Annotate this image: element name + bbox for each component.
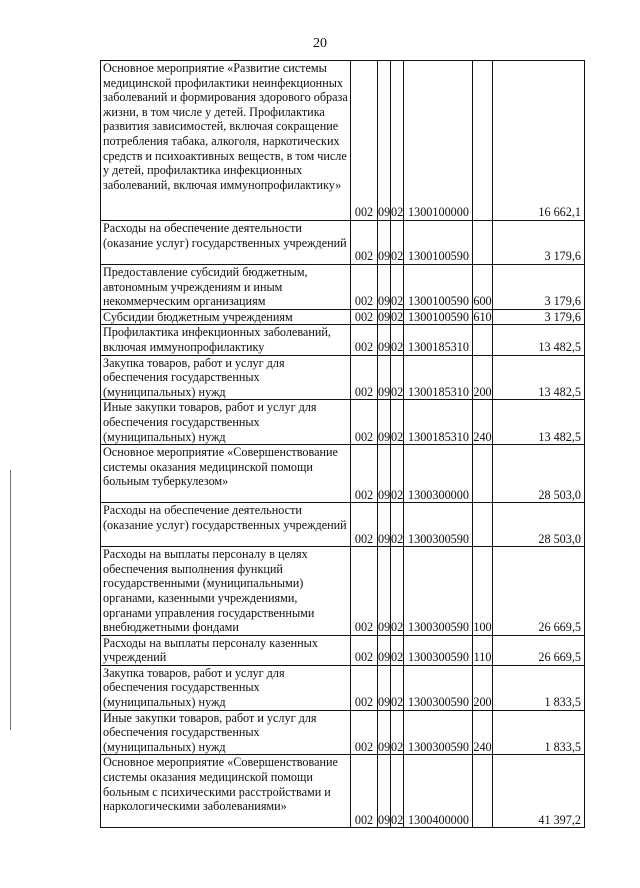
- expense-type-cell: 200: [473, 355, 493, 400]
- target-article-part: 00590: [438, 695, 469, 710]
- target-article-cell: [404, 755, 473, 828]
- target-article-code: [406, 695, 470, 710]
- table-row: [101, 221, 585, 265]
- target-article-part: 03: [426, 739, 439, 754]
- expense-type-cell: 100: [473, 547, 493, 636]
- target-article-part: 0: [420, 531, 427, 546]
- expense-name-cell: Основное мероприятие «Совершенствование системы оказания медицинской помощи больным с психическими расстройствами и наркологическими заболеваниями»: [101, 755, 351, 828]
- subsection-code-cell: 02: [391, 503, 404, 547]
- admin-code-cell: 002: [351, 710, 378, 755]
- section-code-cell: 09: [378, 665, 391, 710]
- target-article-cell: [404, 503, 473, 547]
- target-article-code: [406, 620, 470, 635]
- section-code-cell: 09: [378, 755, 391, 828]
- expense-type-cell: [473, 755, 493, 828]
- section-code-cell: 09: [378, 635, 391, 665]
- target-article-part: 01: [426, 205, 439, 220]
- target-article-part: 13: [408, 294, 421, 309]
- target-article-part: 0: [420, 812, 427, 827]
- admin-code-cell: 002: [351, 445, 378, 503]
- target-article-part: 13: [408, 487, 421, 502]
- target-article-cell: [404, 325, 473, 355]
- target-article-part: 0: [420, 695, 427, 710]
- admin-code-cell: 002: [351, 309, 378, 325]
- subsection-code-cell: 02: [391, 755, 404, 828]
- admin-code-cell: 002: [351, 503, 378, 547]
- table-row: [101, 309, 585, 325]
- target-article-part: 00000: [438, 812, 469, 827]
- target-article-part: 01: [426, 429, 439, 444]
- target-article-part: 00000: [438, 205, 469, 220]
- target-article-part: 0: [420, 487, 427, 502]
- target-article-part: 01: [426, 384, 439, 399]
- section-code-cell: 09: [378, 710, 391, 755]
- table-row: [101, 325, 585, 355]
- target-article-part: 0: [420, 384, 427, 399]
- expense-name-cell: Расходы на обеспечение деятельности (оказание услуг) государственных учреждений: [101, 503, 351, 547]
- target-article-cell: [404, 635, 473, 665]
- admin-code-cell: 002: [351, 635, 378, 665]
- subsection-code-cell: 02: [391, 445, 404, 503]
- target-article-code: [406, 310, 470, 325]
- expense-type-cell: [473, 221, 493, 265]
- target-article-part: 01: [426, 309, 439, 324]
- target-article-code: [406, 488, 470, 503]
- target-article-part: 13: [408, 384, 421, 399]
- target-article-part: 13: [408, 620, 421, 635]
- target-article-part: 0: [420, 739, 427, 754]
- target-article-part: 03: [426, 487, 439, 502]
- expense-name-cell: Основное мероприятие «Развитие системы медицинской профилактики неинфекционных заболеваний и формирования здорового образа жизни, в том числе у детей. Профилактика развития зависимостей, включая сокращение потребления табака, алкоголя, наркотических средств и психоактивных веществ, в том числе у детей, профилактика инфекционных заболеваний, включая иммунопрофилактику»: [101, 61, 351, 221]
- expense-name-cell: Предоставление субсидий бюджетным, автономным учреждениям и иным некоммерческим организациям: [101, 265, 351, 310]
- expense-name-cell: Расходы на обеспечение деятельности (оказание услуг) государственных учреждений: [101, 221, 351, 265]
- target-article-code: [406, 740, 470, 755]
- table-row: [101, 355, 585, 400]
- admin-code-cell: 002: [351, 665, 378, 710]
- admin-code-cell: 002: [351, 221, 378, 265]
- table-row: [101, 710, 585, 755]
- section-code-cell: 09: [378, 221, 391, 265]
- page-number: 20: [313, 36, 327, 51]
- expense-name-cell: Расходы на выплаты персоналу казенных учреждений: [101, 635, 351, 665]
- target-article-part: 13: [408, 739, 421, 754]
- target-article-part: 03: [426, 695, 439, 710]
- table-row: [101, 665, 585, 710]
- target-article-cell: [404, 710, 473, 755]
- expense-name-cell: Основное мероприятие «Совершенствование системы оказания медицинской помощи больным туберкулезом»: [101, 445, 351, 503]
- target-article-part: 0: [420, 249, 427, 264]
- expense-type-cell: [473, 61, 493, 221]
- table-row: [101, 755, 585, 828]
- target-article-part: 0: [420, 309, 427, 324]
- expense-name-cell: Закупка товаров, работ и услуг для обеспечения государственных (муниципальных) нужд: [101, 665, 351, 710]
- expense-name-cell: Профилактика инфекционных заболеваний, включая иммунопрофилактику: [101, 325, 351, 355]
- table-row: [101, 61, 585, 221]
- amount-cell: 1 833,5: [493, 710, 585, 755]
- target-article-cell: [404, 547, 473, 636]
- target-article-part: 00590: [438, 531, 469, 546]
- expense-type-cell: 200: [473, 665, 493, 710]
- subsection-code-cell: 02: [391, 309, 404, 324]
- table-row: [101, 503, 585, 547]
- amount-cell: 26 669,5: [493, 635, 585, 665]
- expense-name-cell: Иные закупки товаров, работ и услуг для обеспечения государственных (муниципальных) нужд: [101, 710, 351, 755]
- admin-code-cell: 002: [351, 755, 378, 828]
- target-article-code: [406, 650, 470, 665]
- target-article-part: 85310: [438, 339, 469, 354]
- expense-type-cell: [473, 503, 493, 547]
- target-article-part: 01: [426, 339, 439, 354]
- target-article-part: 13: [408, 695, 421, 710]
- target-article-part: 01: [426, 294, 439, 309]
- expense-name-cell: Субсидии бюджетным учреждениям: [101, 309, 351, 325]
- target-article-part: 00590: [438, 294, 469, 309]
- target-article-part: 0: [420, 650, 427, 665]
- target-article-part: 04: [426, 812, 439, 827]
- target-article-code: [406, 385, 470, 400]
- expense-type-cell: 610: [473, 309, 492, 324]
- section-code-cell: 09: [378, 503, 391, 547]
- target-article-part: 00590: [438, 309, 469, 324]
- target-article-code: [406, 205, 470, 220]
- target-article-cell: [404, 309, 473, 325]
- amount-cell: 41 397,2: [493, 755, 585, 828]
- amount-cell: 28 503,0: [493, 503, 585, 547]
- subsection-code-cell: 02: [391, 61, 404, 221]
- admin-code-cell: 002: [351, 325, 378, 355]
- target-article-cell: [404, 221, 473, 265]
- section-code-cell: 09: [378, 547, 391, 636]
- section-code-cell: 09: [378, 61, 391, 221]
- target-article-part: 13: [408, 205, 421, 220]
- target-article-part: 00590: [438, 739, 469, 754]
- amount-cell: 3 179,6: [493, 221, 585, 265]
- table-row: [101, 547, 585, 636]
- admin-code-cell: 002: [351, 547, 378, 636]
- admin-code-cell: 002: [351, 265, 378, 310]
- target-article-part: 00590: [438, 249, 469, 264]
- expense-type-cell: 240: [473, 710, 493, 755]
- target-article-cell: [404, 400, 473, 445]
- amount-cell: 13 482,5: [493, 325, 585, 355]
- amount-cell: 13 482,5: [493, 400, 585, 445]
- target-article-cell: [404, 61, 473, 221]
- subsection-code-cell: 02: [391, 665, 404, 710]
- subsection-code-cell: 02: [391, 221, 404, 265]
- target-article-part: 13: [408, 812, 421, 827]
- amount-cell: 3 179,6: [493, 265, 585, 310]
- target-article-part: 00590: [438, 650, 469, 665]
- target-article-code: [406, 532, 470, 547]
- target-article-cell: [404, 355, 473, 400]
- expense-type-cell: [473, 325, 493, 355]
- subsection-code-cell: 02: [391, 710, 404, 755]
- target-article-code: [406, 813, 470, 828]
- expense-type-cell: 240: [473, 400, 493, 445]
- target-article-cell: [404, 665, 473, 710]
- amount-cell: 3 179,6: [493, 309, 585, 325]
- target-article-part: 0: [420, 620, 427, 635]
- amount-cell: 16 662,1: [493, 61, 585, 221]
- target-article-part: 0: [420, 205, 427, 220]
- scan-margin-line: [10, 470, 11, 730]
- target-article-part: 0: [420, 339, 427, 354]
- target-article-part: 00590: [438, 620, 469, 635]
- budget-table: [100, 60, 585, 828]
- target-article-part: 13: [408, 309, 421, 324]
- expense-type-cell: 110: [473, 635, 493, 665]
- expense-type-cell: [473, 445, 493, 503]
- target-article-part: 85310: [438, 384, 469, 399]
- target-article-part: 00000: [438, 487, 469, 502]
- target-article-part: 13: [408, 249, 421, 264]
- amount-cell: 26 669,5: [493, 547, 585, 636]
- target-article-part: 0: [420, 429, 427, 444]
- target-article-part: 03: [426, 620, 439, 635]
- target-article-part: 13: [408, 531, 421, 546]
- subsection-code-cell: 02: [391, 635, 404, 665]
- target-article-code: [406, 294, 470, 309]
- expense-type-cell: 600: [473, 265, 493, 310]
- admin-code-cell: 002: [351, 355, 378, 400]
- expense-name-cell: Иные закупки товаров, работ и услуг для обеспечения государственных (муниципальных) нужд: [101, 400, 351, 445]
- amount-cell: 28 503,0: [493, 445, 585, 503]
- budget-table-body: [101, 61, 585, 828]
- target-article-code: [406, 430, 470, 445]
- amount-cell: 1 833,5: [493, 665, 585, 710]
- target-article-part: 0: [420, 294, 427, 309]
- table-row: [101, 635, 585, 665]
- subsection-code-cell: 02: [391, 325, 404, 355]
- section-code-cell: 09: [378, 325, 391, 355]
- section-code-cell: 09: [378, 309, 391, 324]
- section-code-cell: 09: [378, 355, 391, 400]
- subsection-code-cell: 02: [391, 265, 404, 310]
- target-article-part: 13: [408, 650, 421, 665]
- target-article-part: 01: [426, 249, 439, 264]
- table-row: [101, 400, 585, 445]
- admin-code-cell: 002: [351, 61, 378, 221]
- table-row: [101, 265, 585, 310]
- target-article-code: [406, 249, 470, 264]
- expense-name-cell: Закупка товаров, работ и услуг для обеспечения государственных (муниципальных) нужд: [101, 355, 351, 400]
- section-code-cell: 09: [378, 400, 391, 445]
- amount-cell: 13 482,5: [493, 355, 585, 400]
- section-code-cell: 09: [378, 265, 391, 310]
- section-code-cell: 09: [378, 445, 391, 503]
- target-article-cell: [404, 265, 473, 310]
- admin-code-cell: 002: [351, 400, 378, 445]
- target-article-part: 13: [408, 339, 421, 354]
- target-article-part: 03: [426, 531, 439, 546]
- subsection-code-cell: 02: [391, 547, 404, 636]
- subsection-code-cell: 02: [391, 355, 404, 400]
- target-article-cell: [404, 445, 473, 503]
- expense-name-cell: Расходы на выплаты персоналу в целях обеспечения выполнения функций государственными (муниципальными) органами, казенными учреждениями, органами управления государственными внебюджетными фондами: [101, 547, 351, 636]
- target-article-part: 03: [426, 650, 439, 665]
- table-row: [101, 445, 585, 503]
- subsection-code-cell: 02: [391, 400, 404, 445]
- target-article-part: 13: [408, 429, 421, 444]
- target-article-part: 85310: [438, 429, 469, 444]
- target-article-code: [406, 340, 470, 355]
